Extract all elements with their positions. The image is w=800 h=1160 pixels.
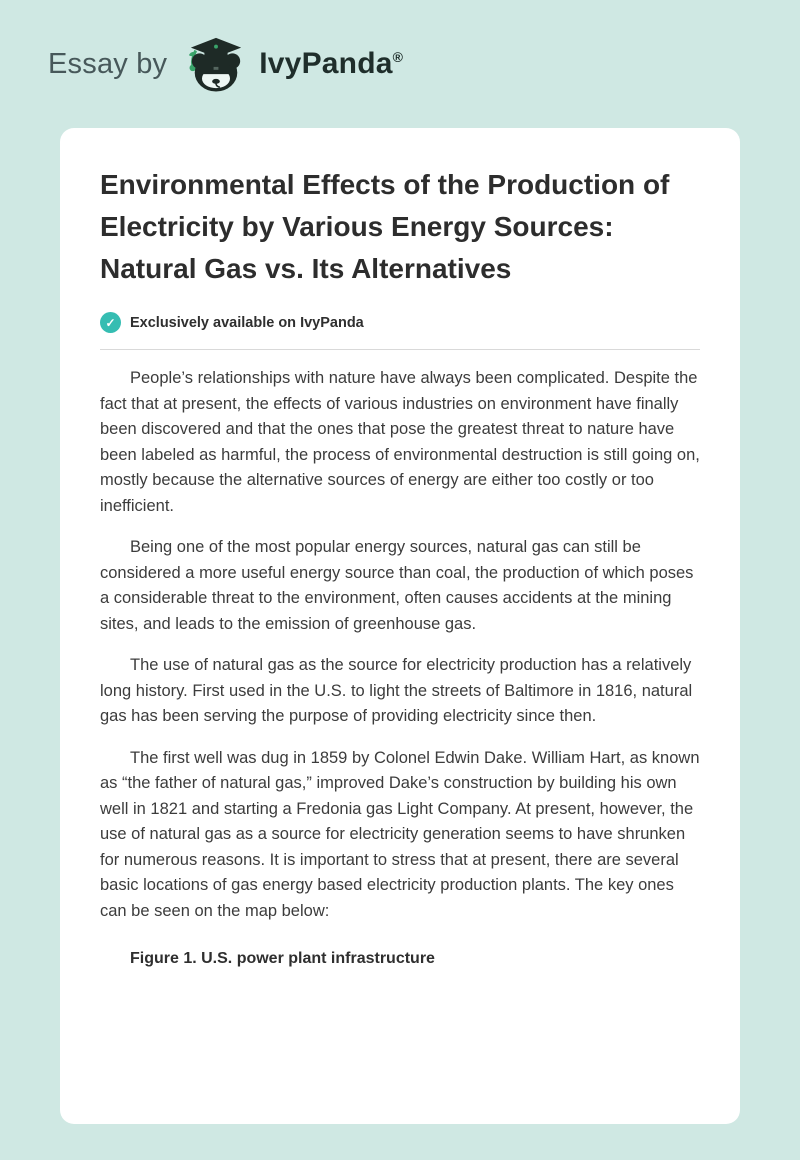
availability-label: Exclusively available on IvyPanda — [130, 314, 364, 331]
divider — [100, 349, 700, 350]
paragraph-1: People’s relationships with nature have always been complicated. Despite the fact that at present, the effects of various industries on environment have finally been discovered and that the ones that pose the greatest threat to nature have been labeled as harmful, the process of environmental destruction is still going on, mostly because the alternative sources of energy are either too costly or too inefficient. — [100, 369, 700, 515]
paragraph-2: Being one of the most popular energy sources, natural gas can still be considered a more useful energy source than coal, the production of which poses a considerable threat to the environment, often causes accidents at the mining sites, and leads to the emission of greenhouse gas. — [100, 538, 694, 633]
essay-card — [60, 128, 740, 1124]
brand-text: IvyPanda — [259, 47, 393, 80]
essay-by-label: Essay by — [48, 47, 168, 80]
site-header — [0, 0, 800, 128]
paragraph-4: The first well was dug in 1859 by Colonel Edwin Dake. William Hart, as known as “the father of natural gas,” improved Dake’s construction by building his own well in 1821 and starting a Fredonia gas Light Company. At present, however, the use of natural gas as a source for electricity generation seems to have shrunken for numerous reasons. It is important to stress that at present, there are several basic locations of gas energy based electricity production plants. The key ones can be seen on the map below: — [100, 748, 700, 920]
availability-row — [100, 312, 700, 333]
panda-graduate-logo-icon — [185, 35, 247, 93]
brand-name — [259, 47, 403, 81]
check-icon: ✓ — [100, 312, 121, 333]
paragraph-3: The use of natural gas as the source for electricity production has a relatively long history. First used in the U.S. to light the streets of Baltimore in 1816, natural gas has been serving the purpose of providing electricity since then. — [100, 656, 693, 725]
registered-mark: ® — [392, 49, 404, 65]
figure-caption: Figure 1. U.S. power plant infrastructure — [130, 950, 435, 967]
essay-title: Environmental Effects of the Production of Electricity by Various Energy Sources: Natural Gas vs. Its Alternatives — [100, 169, 670, 284]
